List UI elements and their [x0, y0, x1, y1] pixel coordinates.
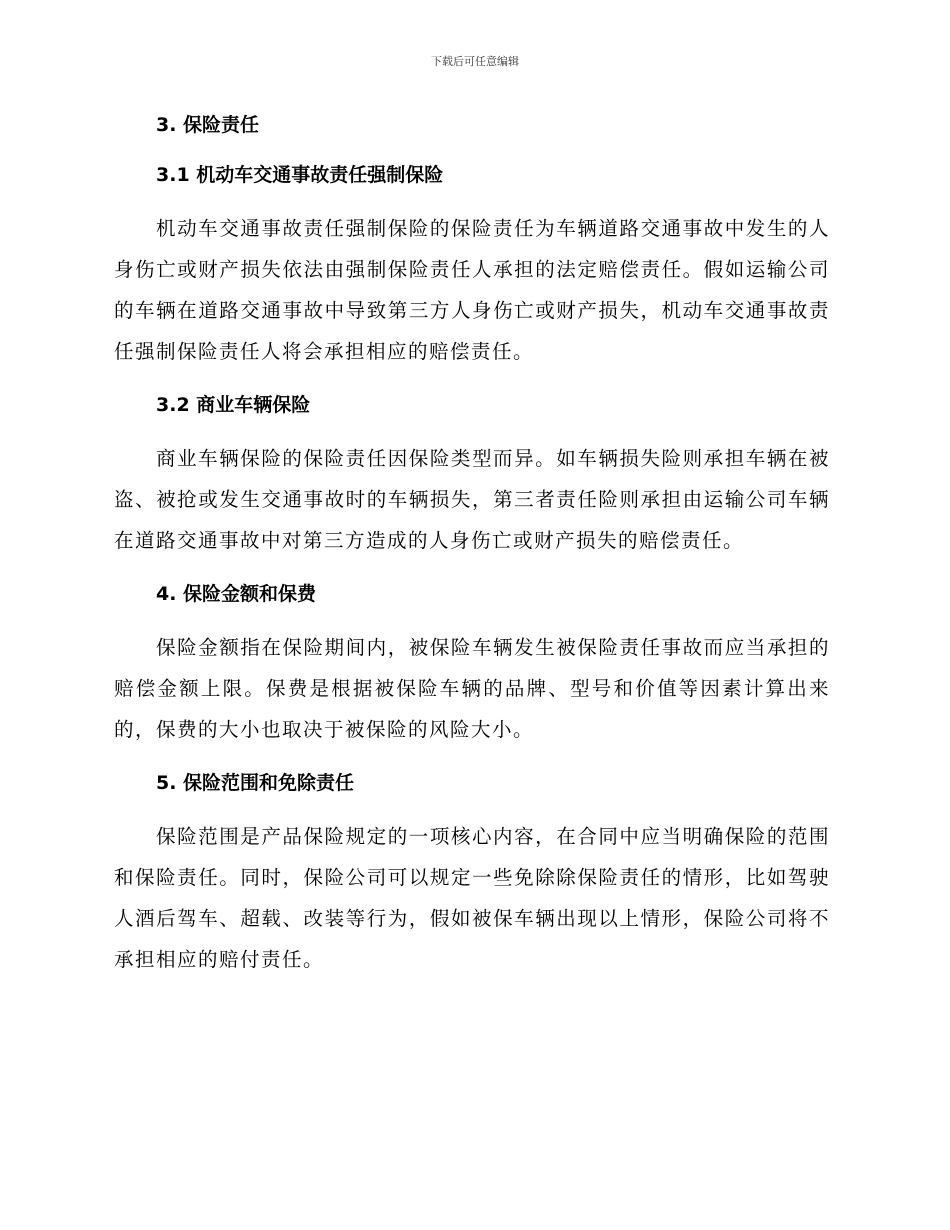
page-header: 下载后可任意编辑	[431, 55, 519, 68]
section-heading-3-1: 3.1 机动车交通事故责任强制保险	[156, 164, 444, 186]
paragraph-5: 保险范围是产品保险规定的一项核心内容，在合同中应当明确保险的范围和保险责任。同时，保险公司可以规定一些免除除保险责任的情形，比如驾驶人酒后驾车、超载、改装等行为，假如被保车辆出现以上情形，保险公司将不承担相应的赔付责任。	[114, 825, 830, 971]
paragraph-4: 保险金额指在保险期间内，被保险车辆发生被保险责任事故而应当承担的赔偿金额上限。保费是根据被保险车辆的品牌、型号和价值等因素计算出来的，保费的大小也取决于被保险的风险大小。	[114, 636, 830, 741]
paragraph-3-2: 商业车辆保险的保险责任因保险类型而异。如车辆损失险则承担车辆在被盗、被抢或发生交通事故时的车辆损失，第三者责任险则承担由运输公司车辆在道路交通事故中对第三方造成的人身伤亡或财产损失的赔偿责任。	[114, 447, 830, 552]
section-heading-3-2: 3.2 商业车辆保险	[156, 394, 311, 416]
document-body	[114, 110, 830, 998]
section-heading-4: 4. 保险金额和保费	[156, 583, 317, 605]
paragraph-3-1: 机动车交通事故责任强制保险的保险责任为车辆道路交通事故中发生的人身伤亡或财产损失依法由强制保险责任人承担的法定赔偿责任。假如运输公司的车辆在道路交通事故中导致第三方人身伤亡或财产损失，机动车交通事故责任强制保险责任人将会承担相应的赔偿责任。	[114, 217, 830, 363]
section-heading-5: 5. 保险范围和免除责任	[156, 772, 355, 794]
section-heading-3: 3. 保险责任	[156, 114, 260, 136]
